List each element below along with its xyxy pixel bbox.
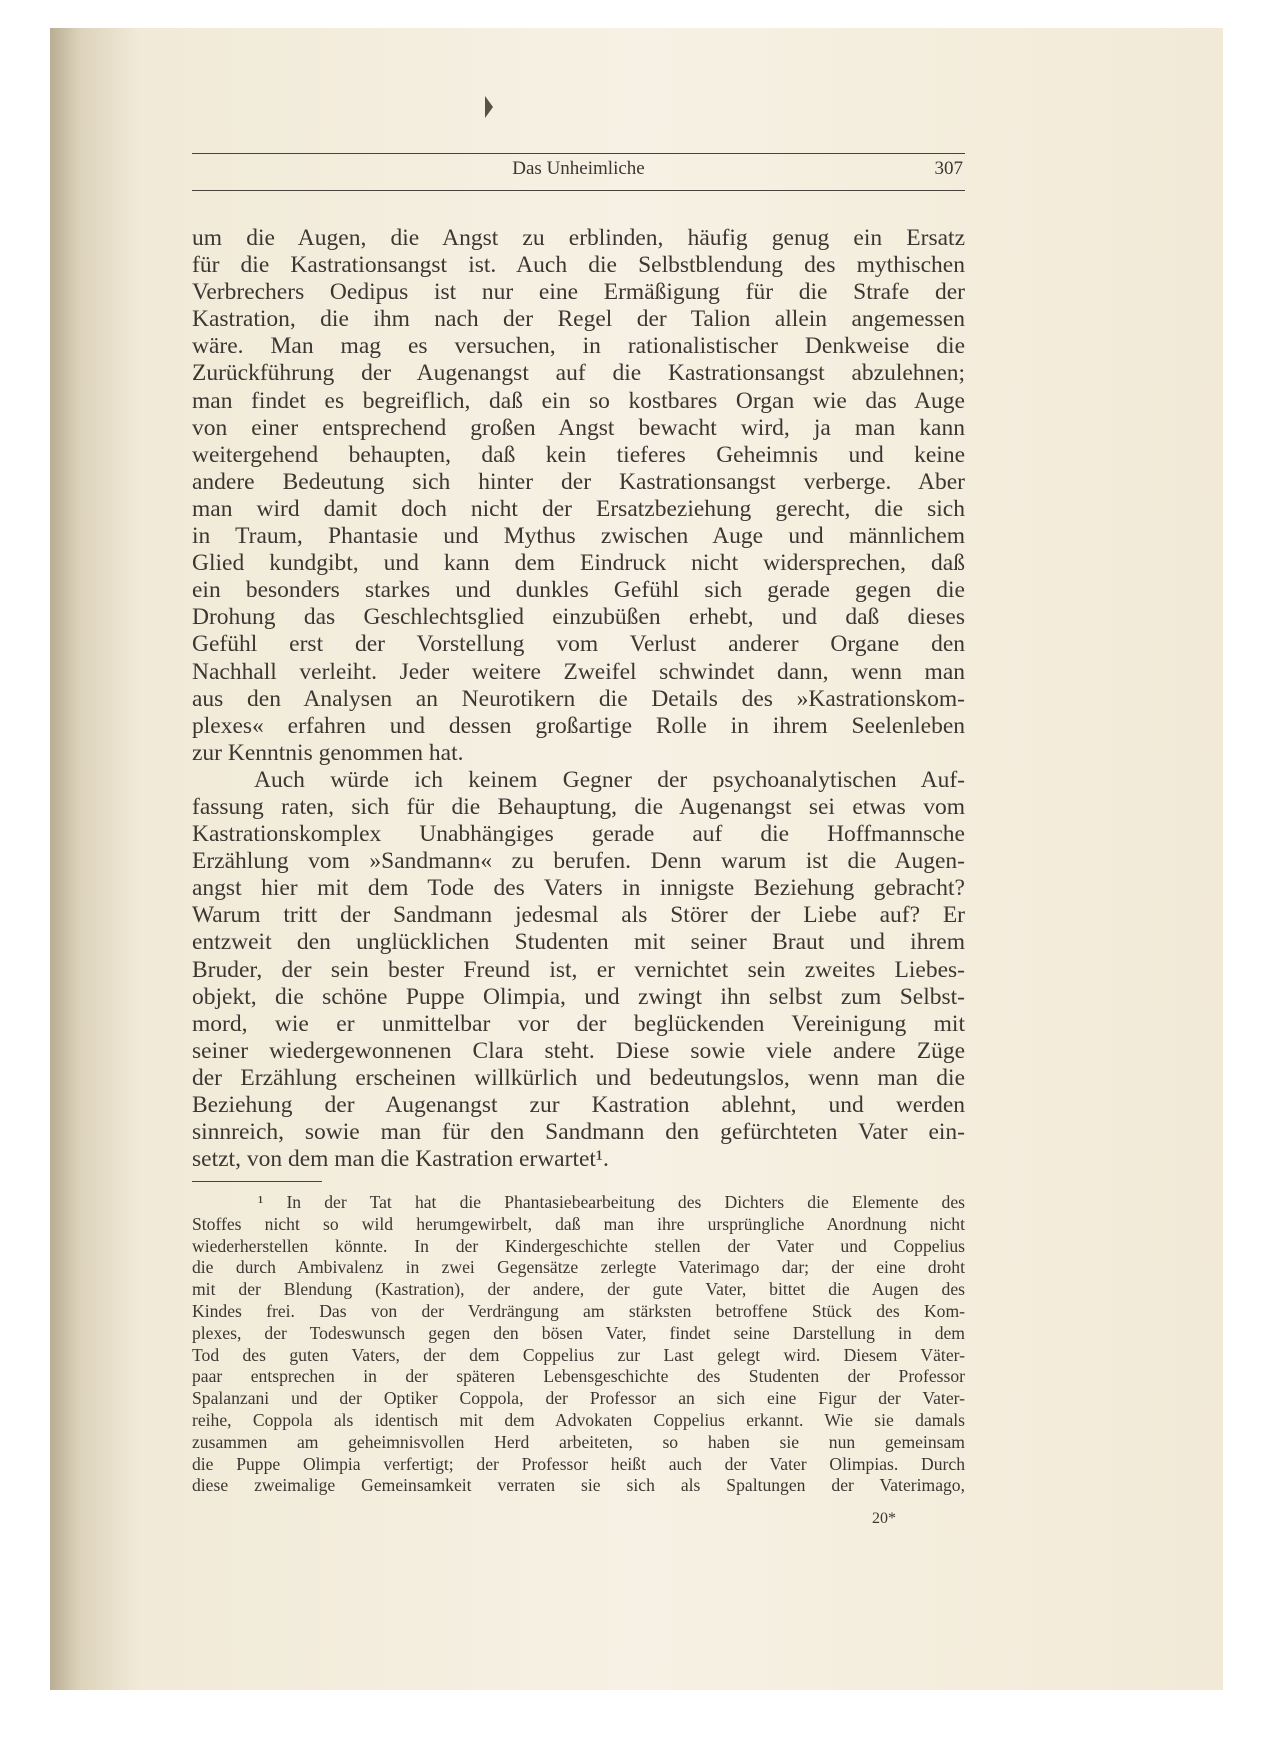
- text-line: Warum tritt der Sandmann jedesmal als Störer der Liebe auf? Er: [192, 902, 965, 929]
- footnote-line: Spalanzani und der Optiker Coppola, der Professor an sich eine Figur der Vater-: [192, 1388, 965, 1409]
- header-rule-top: [192, 153, 965, 154]
- text-line: Glied kundgibt, und kann dem Eindruck nicht widersprechen, daß: [192, 550, 965, 577]
- footnote-line: die durch Ambivalenz in zwei Gegensätze zerlegte Vaterimago dar; der eine droht: [192, 1257, 965, 1278]
- text-line: weitergehend behaupten, daß kein tieferes Geheimnis und keine: [192, 441, 965, 468]
- footnote-rule: [192, 1181, 322, 1182]
- footnote-line: die Puppe Olimpia verfertigt; der Professor heißt auch der Vater Olimpias. Durch: [192, 1453, 965, 1474]
- text-line: Drohung das Geschlechtsglied einzubüßen erhebt, und daß dieses: [192, 604, 965, 631]
- text-line: Kastrationskomplex Unabhängiges gerade auf die Hoffmannsche: [192, 821, 965, 848]
- footnote-line: paar entsprechen in der späteren Lebensgeschichte des Studenten der Professor: [192, 1366, 965, 1387]
- text-line: man findet es begreiflich, daß ein so kostbares Organ wie das Auge: [192, 387, 965, 414]
- text-line: Erzählung vom »Sandmann« zu berufen. Denn warum ist die Augen-: [192, 848, 965, 875]
- text-line: mord, wie er unmittelbar vor der beglückenden Vereinigung mit: [192, 1010, 965, 1037]
- footnote-line: reihe, Coppola als identisch mit dem Advokaten Coppelius erkannt. Wie sie damals: [192, 1409, 965, 1430]
- text-line: setzt, von dem man die Kastration erwartet¹.: [192, 1146, 609, 1173]
- text-line: andere Bedeutung sich hinter der Kastrationsangst verberge. Aber: [192, 468, 965, 495]
- text-line: man wird damit doch nicht der Ersatzbeziehung gerecht, die sich: [192, 495, 965, 522]
- header-rule-bottom: [192, 190, 965, 191]
- footnote-line: mit der Blendung (Kastration), der andere, der gute Vater, bittet die Augen des: [192, 1279, 965, 1300]
- footnote: [192, 1192, 965, 1497]
- text-line: aus den Analysen an Neurotikern die Details des »Kastrationskom-: [192, 685, 965, 712]
- text-line: wäre. Man mag es versuchen, in rationalistischer Denkweise die: [192, 333, 965, 360]
- text-line: Verbrechers Oedipus ist nur eine Ermäßigung für die Strafe der: [192, 279, 965, 306]
- text-line: sinnreich, sowie man für den Sandmann den gefürchteten Vater ein-: [192, 1119, 965, 1146]
- footnote-line: wiederherstellen könnte. In der Kindergeschichte stellen der Vater und Coppelius: [192, 1235, 965, 1256]
- text-line: Bruder, der sein bester Freund ist, er vernichtet sein zweites Liebes-: [192, 956, 965, 983]
- footnote-line: diese zweimalige Gemeinsamkeit verraten sie sich als Spaltungen der Vaterimago,: [192, 1475, 965, 1496]
- footnote-line: zusammen am geheimnisvollen Herd arbeiteten, so haben sie nun gemeinsam: [192, 1431, 965, 1452]
- body-text: [192, 225, 965, 1173]
- text-line: der Erzählung erscheinen willkürlich und bedeutungslos, wenn man die: [192, 1064, 965, 1091]
- text-line: seiner wiedergewonnenen Clara steht. Diese sowie viele andere Züge: [192, 1037, 965, 1064]
- text-line: für die Kastrationsangst ist. Auch die Selbstblendung des mythischen: [192, 252, 965, 279]
- footnote-line: ¹ In der Tat hat die Phantasiebearbeitung des Dichters die Elemente des: [258, 1192, 965, 1212]
- text-line: Beziehung der Augenangst zur Kastration ablehnt, und werden: [192, 1092, 965, 1118]
- footnote-line: Kindes frei. Das von der Verdrängung am stärksten betroffene Stück des Kom-: [192, 1300, 965, 1321]
- text-line: entzweit den unglücklichen Studenten mit seiner Braut und ihrem: [192, 929, 965, 956]
- text-line: Zurückführung der Augenangst auf die Kastrationsangst abzulehnen;: [192, 360, 965, 387]
- running-header: [192, 158, 965, 184]
- text-line: Nachhall verleiht. Jeder weitere Zweifel schwindet dann, wenn man: [192, 658, 965, 685]
- scan-mark-icon: [485, 96, 493, 118]
- text-line: angst hier mit dem Tode des Vaters in innigste Beziehung gebracht?: [192, 875, 965, 902]
- footnote-line: Tod des guten Vaters, der dem Coppelius zur Last gelegt wird. Diesem Väter-: [192, 1344, 965, 1365]
- running-title: Das Unheimliche: [512, 158, 645, 179]
- text-line: Auch würde ich keinem Gegner der psychoanalytischen Auf-: [254, 766, 965, 793]
- page-number: 307: [934, 158, 963, 179]
- text-line: zur Kenntnis genommen hat.: [192, 739, 464, 766]
- text-line: plexes« erfahren und dessen großartige Rolle in ihrem Seelenleben: [192, 712, 965, 739]
- text-line: objekt, die schöne Puppe Olimpia, und zwingt ihn selbst zum Selbst-: [192, 983, 965, 1010]
- text-line: um die Augen, die Angst zu erblinden, häufig genug ein Ersatz: [192, 225, 965, 251]
- text-line: Kastration, die ihm nach der Regel der Talion allein angemessen: [192, 306, 965, 333]
- text-line: Gefühl erst der Vorstellung vom Verlust anderer Organe den: [192, 631, 965, 658]
- footnote-line: Stoffes nicht so wild herumgewirbelt, daß man ihre ursprüngliche Anordnung nicht: [192, 1213, 965, 1234]
- signature-mark: 20*: [872, 1510, 896, 1527]
- text-line: fassung raten, sich für die Behauptung, die Augenangst sei etwas vom: [192, 793, 965, 820]
- text-line: ein besonders starkes und dunkles Gefühl sich gerade gegen die: [192, 577, 965, 604]
- footnote-line: plexes, der Todeswunsch gegen den bösen Vater, findet seine Darstellung in dem: [192, 1322, 965, 1343]
- text-line: von einer entsprechend großen Angst bewacht wird, ja man kann: [192, 414, 965, 441]
- text-line: in Traum, Phantasie und Mythus zwischen Auge und männlichem: [192, 523, 965, 550]
